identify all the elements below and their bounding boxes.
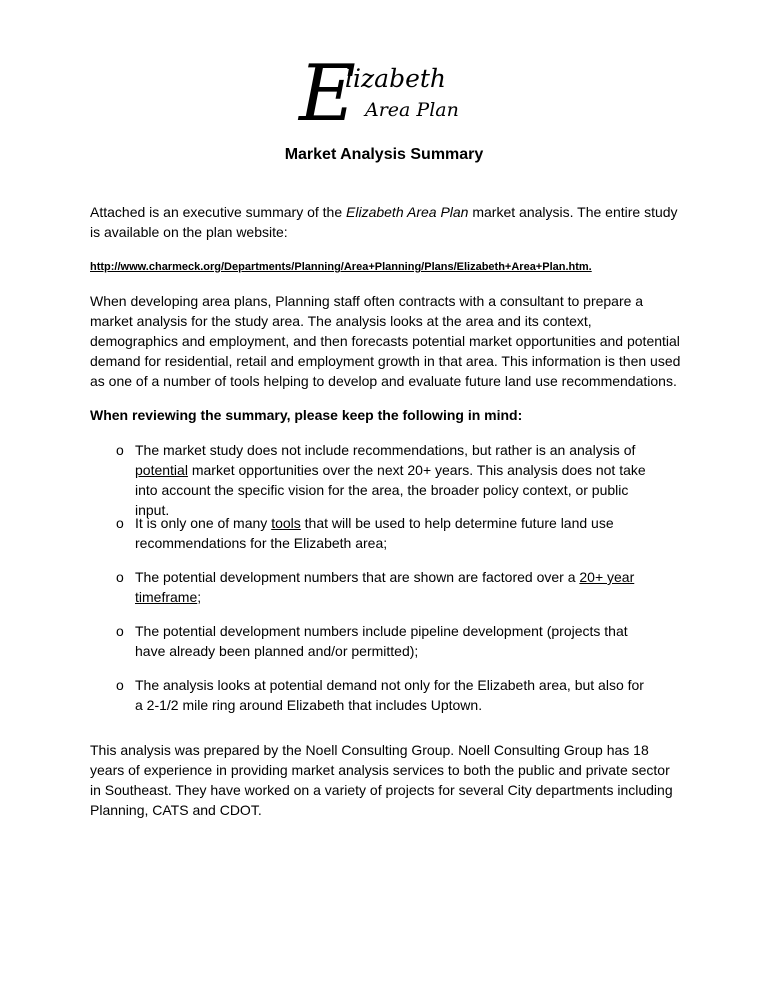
underlined-text: 20+ year timeframe	[135, 569, 635, 605]
elizabeth-area-plan-logo	[299, 49, 471, 139]
plan-website-link[interactable]: http://www.charmeck.org/Departments/Planning/Area+Planning/Plans/Elizabeth+Area+Plan.htm.	[90, 261, 592, 273]
list-item-text	[135, 440, 655, 520]
text-run: ;	[197, 589, 202, 605]
text-run: The potential development numbers that are shown are factored over a	[135, 569, 580, 585]
underlined-text: tools	[271, 515, 301, 531]
intro-text-1: Attached is an executive summary of the	[90, 204, 347, 220]
bullet-marker: o	[116, 442, 124, 458]
list-item-text	[135, 513, 655, 553]
intro-text-2: market analysis. The entire study is available on the plan website:	[90, 204, 678, 240]
section-heading: When reviewing the summary, please keep the following in mind:	[90, 407, 523, 423]
closing-paragraph: This analysis was prepared by the Noell Consulting Group. Noell Consulting Group has 18 years of experience in providing market analysis services to both the public and private sector in Southeast. They have worked on a variety of projects for several City departments including Planning, CATS and CDOT.	[90, 742, 673, 818]
logo-line-2: Area Plan	[365, 99, 459, 121]
bullet-marker: o	[116, 623, 124, 639]
text-run: market opportunities over the next 20+ years. This analysis does not take into account the specific vision for the area, the broader policy context, or public input.	[135, 462, 646, 518]
text-run: It is only one of many	[135, 515, 272, 531]
list-item-text: The analysis looks at potential demand not only for the Elizabeth area, but also for a 2-1/2 mile ring around Elizabeth that includes Uptown.	[135, 677, 644, 713]
document-title: Market Analysis Summary	[284, 146, 484, 163]
underlined-text: potential	[135, 462, 188, 478]
text-run: that will be used to help determine future land use recommendations for the Elizabeth area;	[135, 515, 614, 551]
plan-name: Elizabeth Area Plan	[346, 204, 469, 220]
list-item-text	[135, 567, 655, 607]
bullet-marker: o	[116, 515, 124, 531]
text-run: The market study does not include recommendations, but rather is an analysis of	[135, 442, 636, 458]
body-paragraph: When developing area plans, Planning staff often contracts with a consultant to prepare a market analysis for the study area. The analysis looks at the area and its context, demographics and employment, and then forecasts potential market opportunities and potential demand for residential, retail and employment growth in that area. This information is then used as one of a number of tools helping to develop and evaluate future land use recommendations.	[90, 293, 681, 389]
logo-initial: E	[299, 49, 356, 139]
logo-line-1: lizabeth	[345, 64, 447, 93]
bullet-marker: o	[116, 677, 124, 693]
intro-paragraph	[90, 202, 682, 242]
list-item-text: The potential development numbers include pipeline development (projects that have already been planned and/or permitted);	[135, 623, 628, 659]
bullet-marker: o	[116, 569, 124, 585]
